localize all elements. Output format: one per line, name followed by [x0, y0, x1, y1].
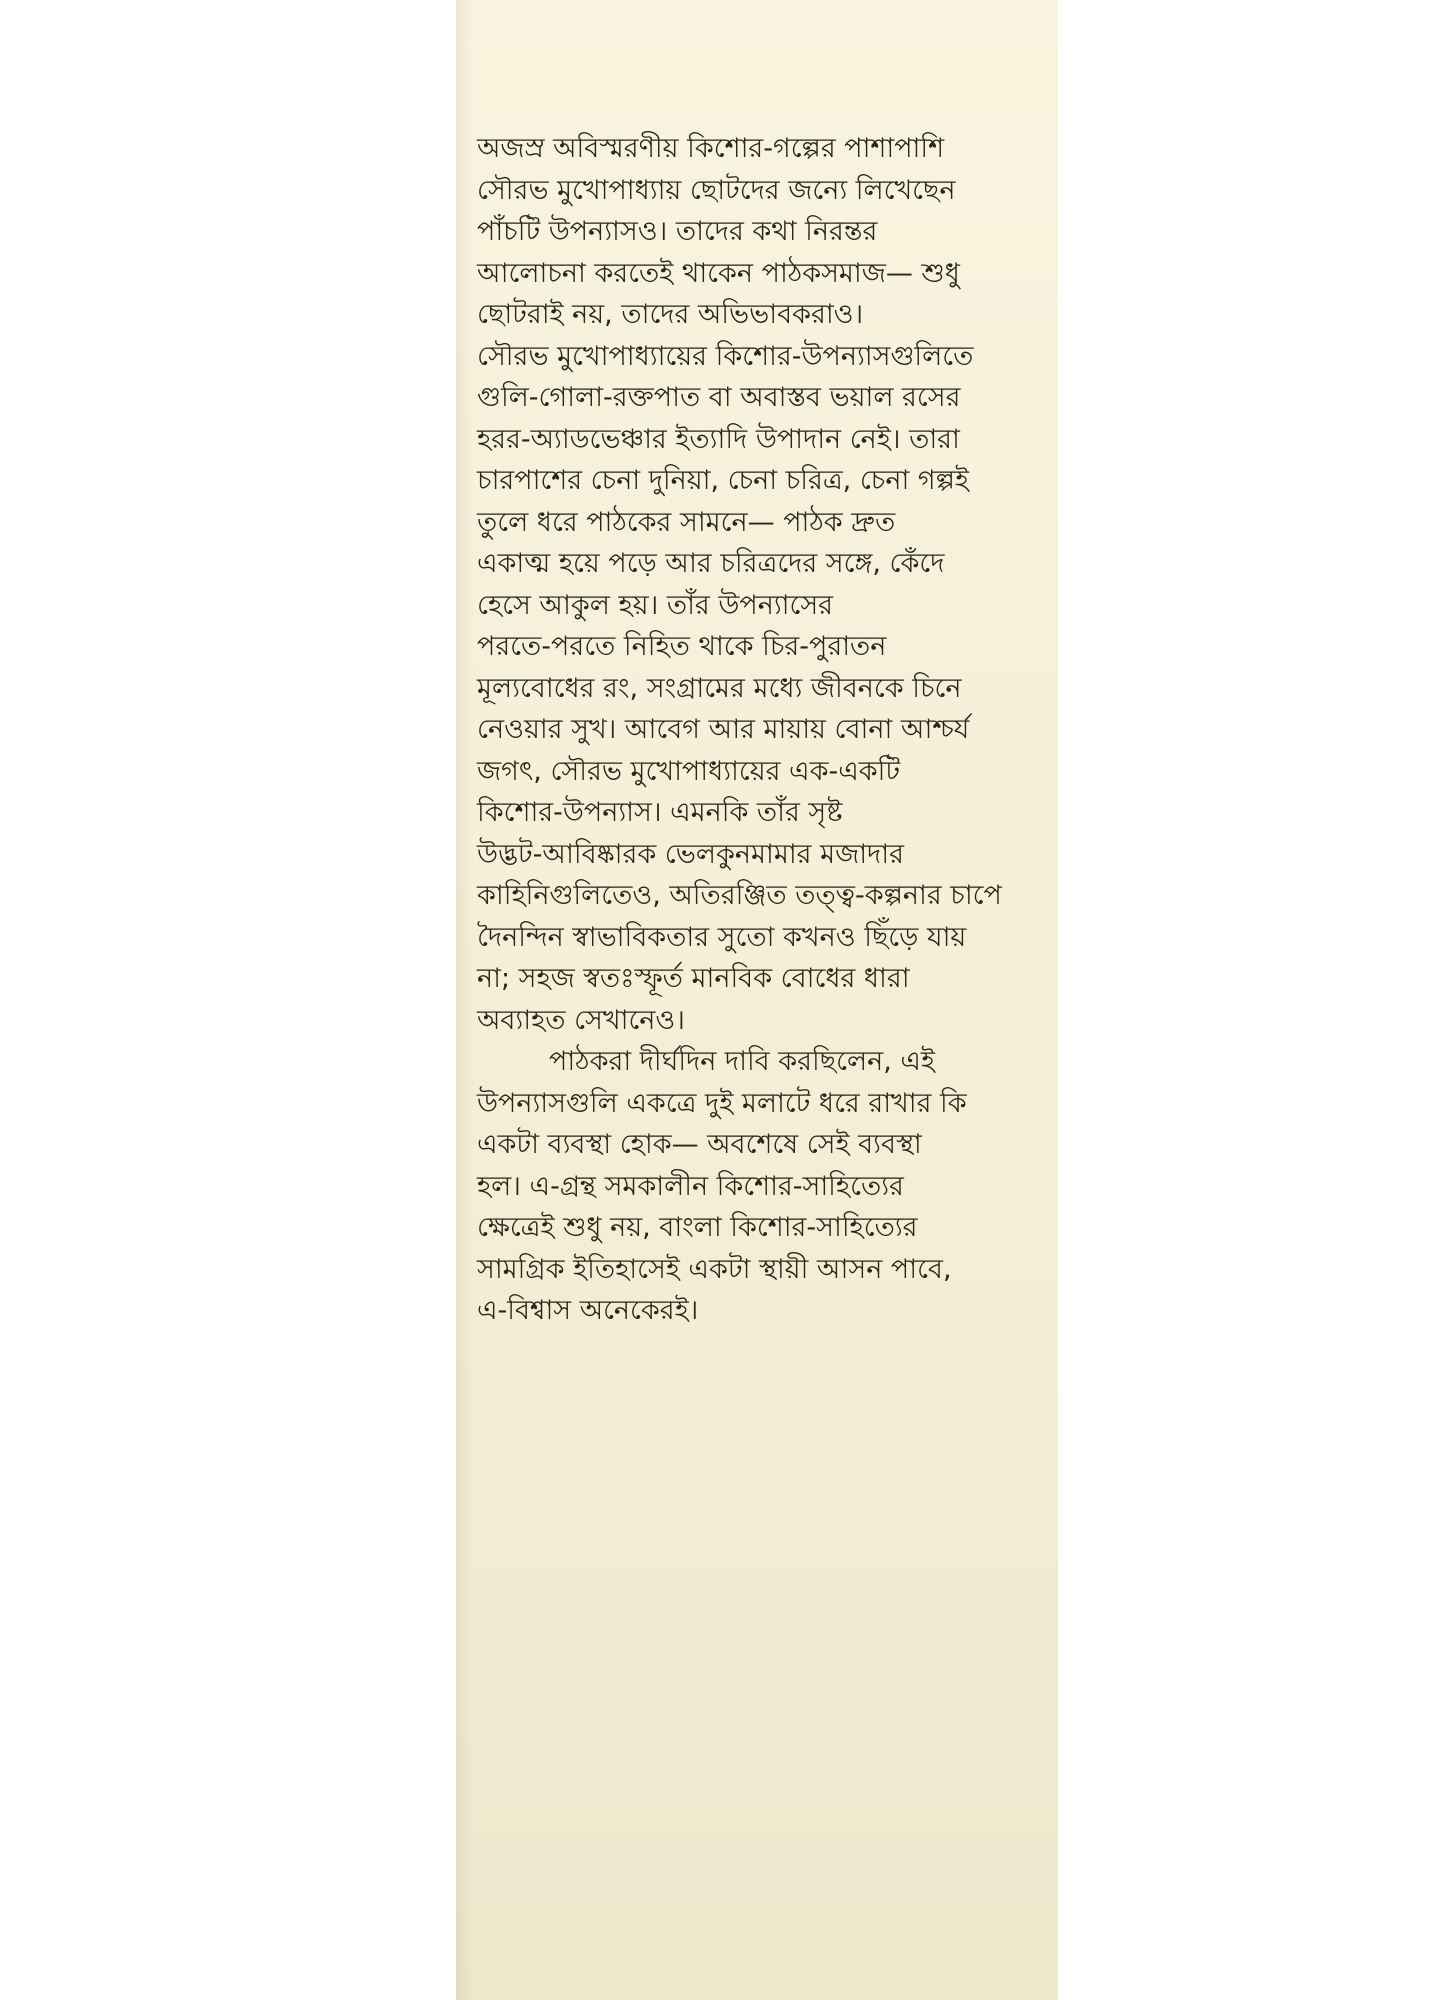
text-line: পরতে-পরতে নিহিত থাকে চির-পুরাতন: [477, 631, 887, 662]
text-line: উপন্যাসগুলি একত্রে দুই মলাটে ধরে রাখার কি: [477, 1087, 967, 1119]
text-line: ক্ষেত্রেই শুধু নয়, বাংলা কিশোর-সাহিত্যের: [477, 1212, 918, 1243]
text-line: ছোটরাই নয়, তাদের অভিভাবকরাও।: [477, 299, 864, 330]
text-line: সৌরভ মুখোপাধ্যায় ছোটদের জন্যে লিখেছেন: [477, 174, 956, 206]
text-line: না; সহজ স্বতঃস্ফূর্ত মানবিক বোধের ধারা: [477, 963, 910, 994]
text-line: অজস্র অবিস্মরণীয় কিশোর-গল্পের পাশাপাশি: [477, 133, 945, 164]
text-line: সৌরভ মুখোপাধ্যায়ের কিশোর-উপন্যাসগুলিতে: [477, 340, 974, 372]
text-line: কিশোর-উপন্যাস। এমনকি তাঁর সৃষ্ট: [477, 797, 843, 828]
text-line: আলোচনা করতেই থাকেন পাঠকসমাজ— শুধু: [477, 257, 960, 289]
text-line: সামগ্রিক ইতিহাসেই একটা স্থায়ী আসন পাবে,: [477, 1253, 952, 1285]
text-line: নেওয়ার সুখ। আবেগ আর মায়ায় বোনা আশ্চর্য: [477, 714, 970, 745]
text-line: এ-বিশ্বাস অনেকেরই।: [477, 1295, 699, 1326]
text-line: পাঠকরা দীর্ঘদিন দাবি করছিলেন, এই: [549, 1046, 935, 1077]
blurb-text: [477, 128, 1058, 1332]
text-line: পাঁচটি উপন্যাসও। তাদের কথা নিরন্তর: [477, 216, 878, 247]
text-line: দৈনন্দিন স্বাভাবিকতার সুতো কখনও ছিঁড়ে যায়: [477, 921, 967, 953]
text-line: একটা ব্যবস্থা হোক— অবশেষে সেই ব্যবস্থা: [477, 1129, 922, 1160]
book-cover-flap: [456, 0, 1058, 2000]
text-line: জগৎ, সৌরভ মুখোপাধ্যায়ের এক-একটি: [477, 755, 901, 787]
text-line: উদ্ভট-আবিষ্কারক ভেলকুনমামার মজাদার: [477, 838, 904, 870]
text-line: তুলে ধরে পাঠকের সামনে— পাঠক দ্রুত: [477, 506, 896, 538]
text-line: হল। এ-গ্রন্থ সমকালীন কিশোর-সাহিত্যের: [477, 1170, 904, 1202]
text-line: মূল্যবোধের রং, সংগ্রামের মধ্যে জীবনকে চিনে: [477, 672, 962, 704]
text-line: চারপাশের চেনা দুনিয়া, চেনা চরিত্র, চেনা গল্পই: [477, 465, 969, 496]
text-line: হেসে আকুল হয়। তাঁর উপন্যাসের: [477, 589, 834, 621]
text-line: কাহিনিগুলিতেও, অতিরঞ্জিত তত্ত্ব-কল্পনার চাপে: [477, 880, 1002, 911]
paragraph-1: [477, 128, 1058, 1041]
text-line: একাত্ম হয়ে পড়ে আর চরিত্রদের সঙ্গে, কেঁদে: [477, 548, 945, 579]
text-line: হরর-অ্যাডভেঞ্চার ইত্যাদি উপাদান নেই। তারা: [477, 423, 960, 455]
paragraph-2: [477, 1041, 1058, 1332]
text-line: গুলি-গোলা-রক্তপাত বা অবাস্তব ভয়াল রসের: [477, 382, 961, 413]
text-line: অব্যাহত সেখানেও।: [477, 1004, 685, 1036]
